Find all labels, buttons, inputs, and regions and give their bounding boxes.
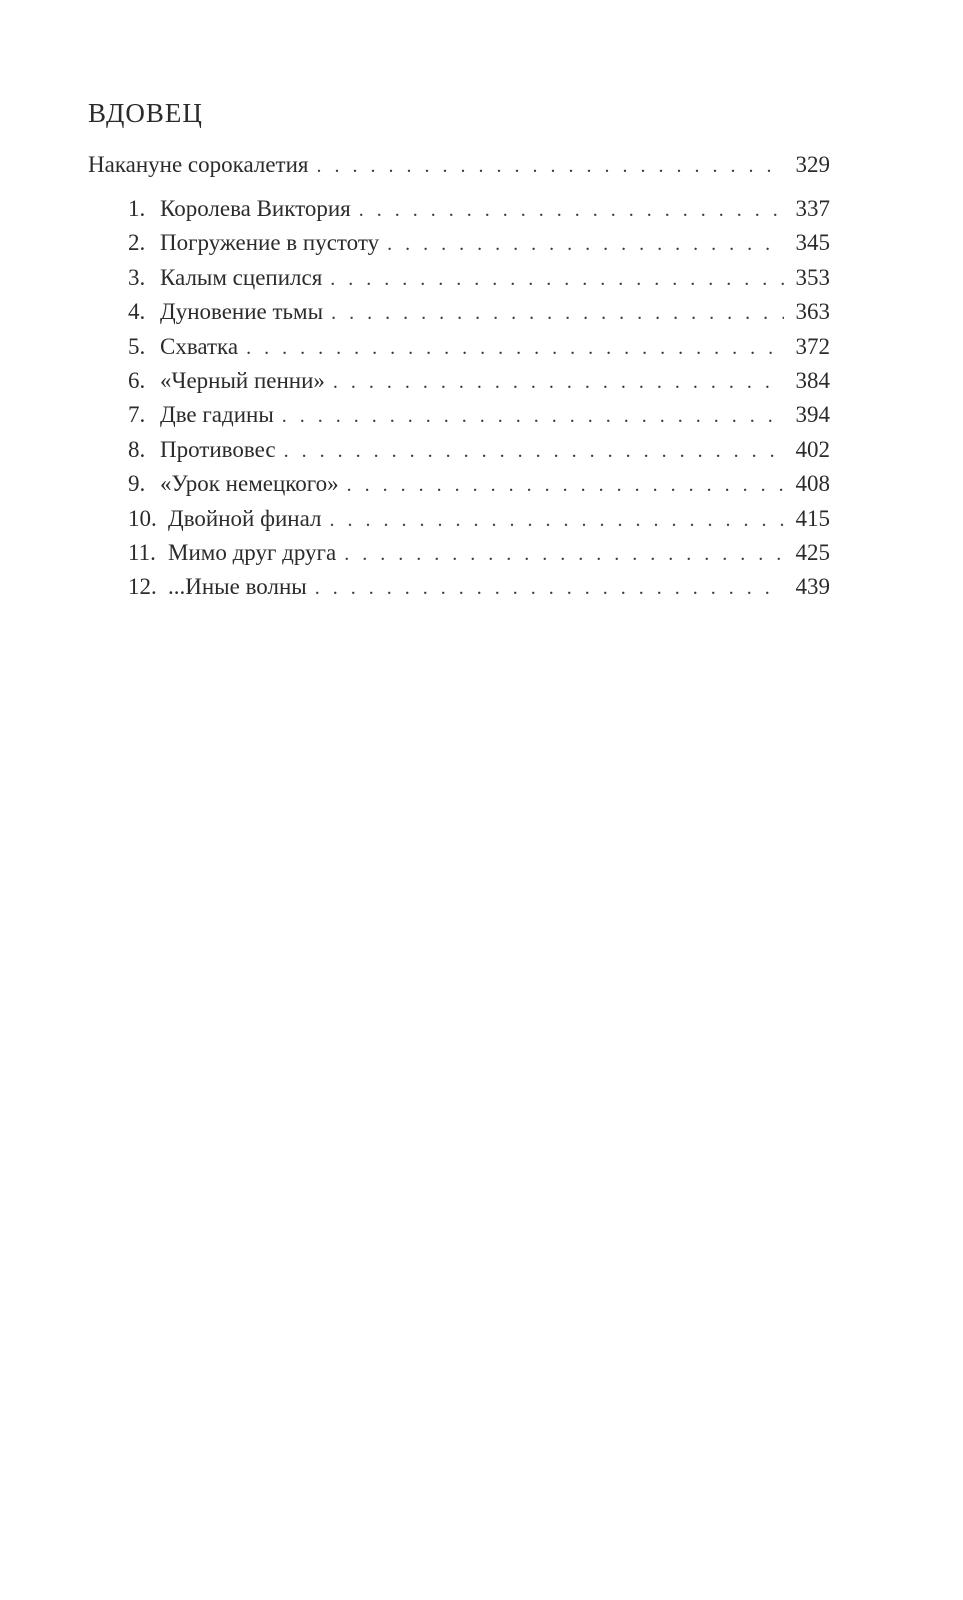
chapter-number: 4. [128,299,146,325]
chapter-number: 5. [128,333,146,359]
toc-entry-chapter-8 [88,433,830,467]
toc-entry-page: 329 [795,152,830,177]
chapter-page: 439 [795,574,830,600]
chapter-page: 425 [795,539,830,565]
chapter-number: 1. [128,196,146,221]
chapter-page: 363 [795,299,830,325]
chapter-title: Двойной финал [168,505,322,531]
dot-leader [331,296,784,330]
chapter-number: 8. [128,436,146,462]
chapter-title: Дуновение тьмы [160,299,324,325]
chapter-page: 372 [795,333,830,359]
dot-leader [387,227,784,261]
toc-entry-chapter-10 [88,502,830,536]
dot-leader [315,571,784,605]
toc-entry-chapter-6 [88,364,830,398]
dot-leader [317,149,785,183]
chapter-title: «Урок немецкого» [160,471,339,497]
chapter-page: 337 [795,196,830,221]
chapter-title: Мимо друг друга [168,539,337,565]
chapter-page: 415 [795,505,830,531]
chapter-number: 6. [128,367,146,393]
toc-entry-label: Накануне сорокалетия [88,152,309,177]
chapter-title: Две гадины [160,402,274,428]
chapter-number: 2. [128,230,146,256]
table-of-contents [88,148,830,605]
toc-entry-chapter-11 [88,536,830,570]
dot-leader [246,331,784,365]
toc-entry-chapter-7 [88,398,830,432]
chapter-title: Калым сцепился [160,264,323,290]
chapter-number: 11. [128,539,156,565]
toc-entry-chapter-4 [88,295,830,329]
part-title: ВДОВЕЦ [88,98,203,128]
toc-entry-chapter-12 [88,570,830,604]
dot-leader [284,434,784,468]
chapter-number: 7. [128,402,146,428]
chapter-title: Королева Виктория [160,196,351,221]
toc-entry-chapter-2 [88,226,830,260]
chapter-title: Схватка [160,333,239,359]
chapter-page: 345 [795,230,830,256]
chapter-number: 3. [128,264,146,290]
dot-leader [282,399,784,433]
chapter-page: 408 [795,471,830,497]
dot-leader [329,503,784,537]
chapter-page: 384 [795,367,830,393]
chapter-page: 394 [795,402,830,428]
chapter-title: Погружение в пустоту [160,230,380,256]
chapter-page: 402 [795,436,830,462]
dot-leader [344,537,784,571]
dot-leader [330,262,784,296]
chapter-page: 353 [795,264,830,290]
dot-leader [333,365,784,399]
chapter-title: ...Иные волны [168,574,307,600]
dot-leader [359,193,784,227]
dot-leader [347,468,784,502]
chapter-number: 12. [128,574,157,600]
chapter-number: 9. [128,471,146,497]
toc-entry-intro [88,148,830,192]
toc-entry-chapter-9 [88,467,830,501]
chapter-title: Противовес [160,436,276,462]
toc-entry-chapter-5 [88,330,830,364]
chapter-number: 10. [128,505,157,531]
chapter-title: «Черный пенни» [160,367,325,393]
toc-entry-chapter-3 [88,261,830,295]
toc-entry-chapter-1 [88,192,830,226]
